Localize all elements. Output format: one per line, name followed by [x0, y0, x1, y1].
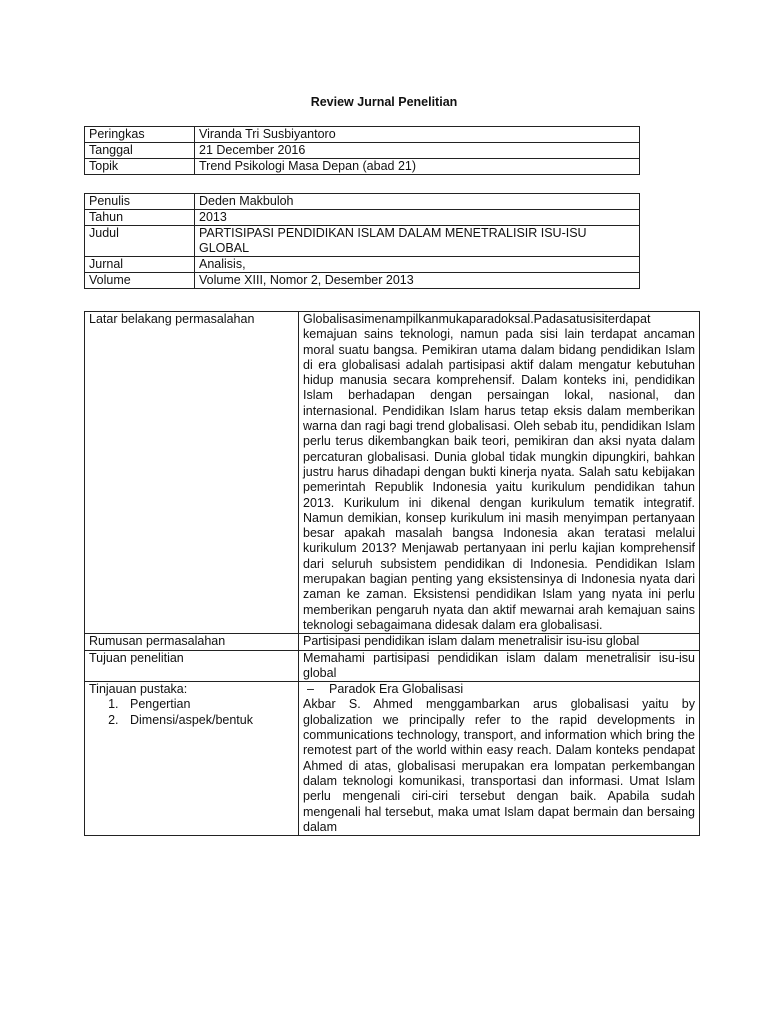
info-value: 2013 [195, 210, 640, 226]
table-row [85, 226, 640, 257]
table-row [85, 273, 640, 289]
info-value: Viranda Tri Susbiyantoro [195, 127, 640, 143]
row-label: Tujuan penelitian [85, 650, 299, 682]
info-key: Tanggal [85, 143, 195, 159]
table-row [85, 159, 640, 175]
info-value: 21 December 2016 [195, 143, 640, 159]
literature-review-text: Akbar S. Ahmed menggambarkan arus globalisasi yaitu by globalization we principally refer to the rapid developments in communications technology, transport, and information which bring the remotest part of the world within easy reach. Dalam konteks pendapat Ahmed di atas, globalisasi merupakan era lompatan perkembangan dalam teknologi komunikasi, transportasi dan informasi. Umat Islam perlu mengenali ciri-ciri tersebut dengan baik. Apabila sudah mengenali hal tersebut, maka umat Islam dapat bermain dan bersaing dalam [303, 697, 695, 834]
background-text: Globalisasimenampilkanmukaparadoksal.Padasatusisiterdapat kemajuan sains teknologi, namun pada sisi lain terdapat ancaman moral suatu bangsa. Pemikiran utama dalam bidang pendidikan Islam di era globalisasi adalah partisipasi aktif dalam mengatur kebutuhan hidup manusia secara komprehensif. Dalam konteks ini, pendidikan Islam berhadapan dengan persaingan lokal, nasional, dan internasional. Pendidikan Islam harus tetap eksis dalam memberikan warna dan ragi bagi trend globalisasi. Oleh sebab itu, pendidikan Islam perlu terus dikembangkan baik teori, pemikiran dan aksi nyata dalam percaturan globalisasi. Dunia global tidak mungkin dipungkiri, bahkan justru harus dihadapi dengan bukti kinerja nyata. Salah satu kebijakan pemerintah Republik Indonesia yaitu kurikulum pendidikan tahun 2013. Kurikulum ini dikenal dengan kurikulum tematik integratif. Namun demikian, konsep kurikulum ini masih menyimpan pertanyaan besar apakah masalah bangsa Indonesia akan teratasi melalui kurikulum 2013? Menjawab pertanyaan ini perlu kajian komprehensif dari seluruh subsistem pendidikan di Indonesia. Pendidikan Islam merupakan bagian penting yang eksistensinya di Indonesia nyata dari zaman ke zaman. Eksistensi pendidikan Islam yang nyata ini perlu memberikan pengaruh nyata dan aktif mewarnai arah kemajuan sains teknologi sebagaimana didesak dalam era globalisasi. [299, 312, 700, 634]
table-row [85, 650, 700, 682]
page-title: Review Jurnal Penelitian [310, 95, 458, 109]
info-key: Volume [85, 273, 195, 289]
list-item: 2. Dimensi/aspek/bentuk [122, 713, 294, 728]
research-objective-text: Memahami partisipasi pendidikan islam dalam menetralisir isu-isu global [299, 650, 700, 682]
journal-info-table [84, 193, 640, 289]
info-value: Analisis, [195, 257, 640, 273]
literature-subitems [89, 697, 294, 728]
review-content-table [84, 311, 700, 836]
table-row [85, 143, 640, 159]
table-row [85, 682, 700, 836]
info-key: Jurnal [85, 257, 195, 273]
table-row [85, 210, 640, 226]
info-key: Tahun [85, 210, 195, 226]
literature-review-content [299, 682, 700, 836]
section-heading-text: Paradok Era Globalisasi [329, 682, 464, 697]
row-label: Tinjauan pustaka: [89, 682, 188, 697]
dash-bullet: – [307, 682, 314, 697]
info-value: PARTISIPASI PENDIDIKAN ISLAM DALAM MENETRALISIR ISU-ISU GLOBAL [195, 226, 640, 257]
section-heading [303, 682, 695, 697]
info-key: Peringkas [85, 127, 195, 143]
literature-review-cell [85, 682, 299, 836]
info-key: Topik [85, 159, 195, 175]
row-label: Rumusan permasalahan [85, 634, 299, 650]
table-row [85, 194, 640, 210]
info-key: Judul [85, 226, 195, 257]
table-row [85, 634, 700, 650]
table-row [85, 257, 640, 273]
info-key: Penulis [85, 194, 195, 210]
list-item: 1. Pengertian [122, 697, 294, 712]
problem-statement-text: Partisipasi pendidikan islam dalam menetralisir isu-isu global [299, 634, 700, 650]
info-value: Volume XIII, Nomor 2, Desember 2013 [195, 273, 640, 289]
table-row [85, 127, 640, 143]
summary-info-table [84, 126, 640, 175]
info-value: Trend Psikologi Masa Depan (abad 21) [195, 159, 640, 175]
table-row [85, 312, 700, 634]
row-label: Latar belakang permasalahan [85, 312, 299, 634]
info-value: Deden Makbuloh [195, 194, 640, 210]
